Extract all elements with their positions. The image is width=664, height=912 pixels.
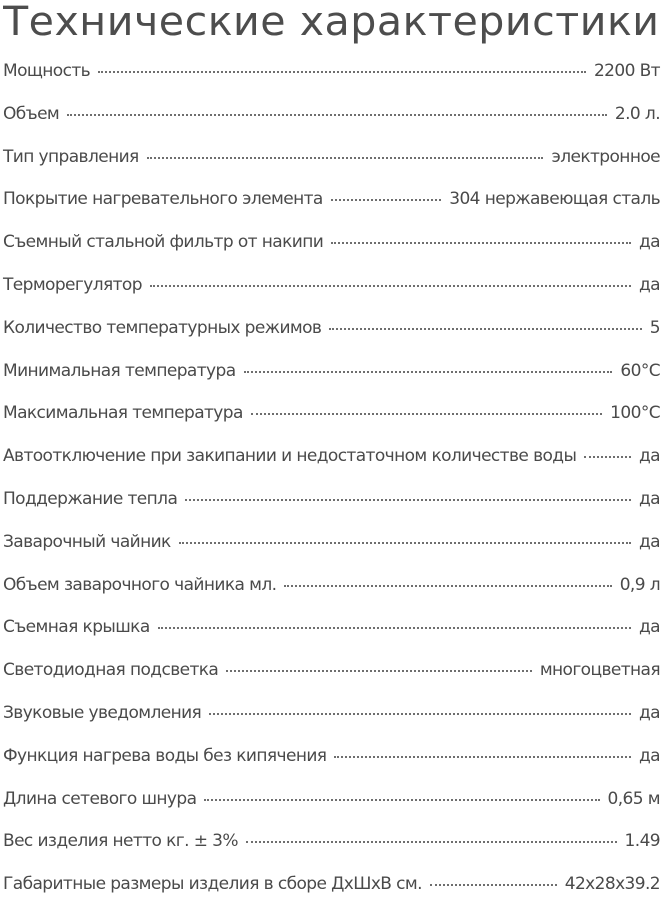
- spec-label: Тип управления: [3, 146, 139, 167]
- dot-leader: [244, 371, 613, 373]
- spec-value: да: [639, 617, 660, 638]
- spec-label: Покрытие нагревательного элемента: [3, 189, 323, 210]
- dot-leader: [179, 542, 631, 544]
- spec-value: 304 нержавеющая сталь: [449, 189, 660, 210]
- spec-value: да: [639, 274, 660, 295]
- spec-row: [3, 527, 660, 570]
- dot-leader: [334, 756, 631, 758]
- spec-label: Объем: [3, 103, 60, 124]
- spec-value: 2.0 л.: [614, 103, 660, 124]
- dot-leader: [331, 199, 442, 201]
- dot-leader: [251, 413, 602, 415]
- spec-label: Поддержание тепла: [3, 488, 178, 509]
- spec-value: 0,9 л: [619, 574, 660, 595]
- dot-leader: [185, 499, 631, 501]
- dot-leader: [331, 242, 631, 244]
- spec-row: [3, 441, 660, 484]
- spec-row: [3, 570, 660, 613]
- dot-leader: [329, 328, 641, 330]
- spec-value: электронное: [551, 146, 660, 167]
- spec-label: Звуковые уведомления: [3, 702, 202, 723]
- dot-leader: [430, 884, 557, 886]
- spec-label: Объем заварочного чайника мл.: [3, 574, 277, 595]
- spec-row: [3, 655, 660, 698]
- spec-label: Мощность: [3, 61, 91, 81]
- dot-leader: [158, 627, 631, 629]
- dot-leader: [209, 713, 631, 715]
- spec-label: Светодиодная подсветка: [3, 660, 219, 681]
- dot-leader: [147, 157, 544, 159]
- spec-row: [3, 99, 660, 142]
- spec-row: [3, 784, 660, 827]
- spec-value: да: [639, 232, 660, 253]
- spec-value: 100°С: [610, 403, 660, 424]
- dot-leader: [98, 71, 586, 73]
- spec-value: многоцветная: [539, 660, 660, 681]
- spec-value: 60°С: [620, 360, 660, 381]
- spec-label: Длина сетевого шнура: [3, 788, 197, 809]
- spec-row: [3, 698, 660, 741]
- spec-label: Заварочный чайник: [3, 531, 171, 552]
- dot-leader: [284, 585, 611, 587]
- spec-row: [3, 741, 660, 784]
- spec-label: Количество температурных режимов: [3, 317, 322, 338]
- spec-label: Минимальная температура: [3, 360, 236, 381]
- dot-leader: [584, 456, 631, 458]
- spec-row: [3, 869, 660, 912]
- spec-label: Функция нагрева воды без кипячения: [3, 745, 327, 766]
- spec-value: да: [639, 745, 660, 766]
- spec-value: 2200 Вт: [593, 61, 660, 81]
- spec-label: Съемная крышка: [3, 617, 150, 638]
- spec-row: [3, 227, 660, 270]
- spec-label: Максимальная температура: [3, 403, 243, 424]
- page-title: Технические характеристики: [3, 0, 660, 45]
- spec-value: 0,65 м: [607, 788, 660, 809]
- dot-leader: [226, 670, 532, 672]
- spec-label: Терморегулятор: [3, 274, 142, 295]
- dot-leader: [150, 285, 631, 287]
- spec-label: Автоотключение при закипании и недостаточном количестве воды: [3, 446, 577, 467]
- spec-value: да: [639, 531, 660, 552]
- spec-row: [3, 142, 660, 185]
- spec-row: [3, 398, 660, 441]
- spec-row: [3, 184, 660, 227]
- spec-row: [3, 826, 660, 869]
- spec-row: [3, 484, 660, 527]
- spec-value: да: [639, 488, 660, 509]
- spec-row: [3, 270, 660, 313]
- spec-value: 42х28х39.2: [564, 874, 660, 895]
- dot-leader: [204, 799, 599, 801]
- spec-value: да: [639, 702, 660, 723]
- spec-row: [3, 612, 660, 655]
- spec-row: [3, 356, 660, 399]
- spec-row: [3, 56, 660, 99]
- dot-leader: [67, 114, 607, 116]
- spec-label: Съемный стальной фильтр от накипи: [3, 232, 324, 253]
- spec-value: 5: [649, 317, 660, 338]
- dot-leader: [246, 841, 617, 843]
- spec-row: [3, 313, 660, 356]
- spec-value: да: [639, 446, 660, 467]
- spec-label: Вес изделия нетто кг. ± 3%: [3, 831, 238, 852]
- spec-value: 1.49: [624, 831, 660, 852]
- spec-label: Габаритные размеры изделия в сборе ДхШхВ см.: [3, 874, 422, 895]
- spec-list: [3, 56, 660, 912]
